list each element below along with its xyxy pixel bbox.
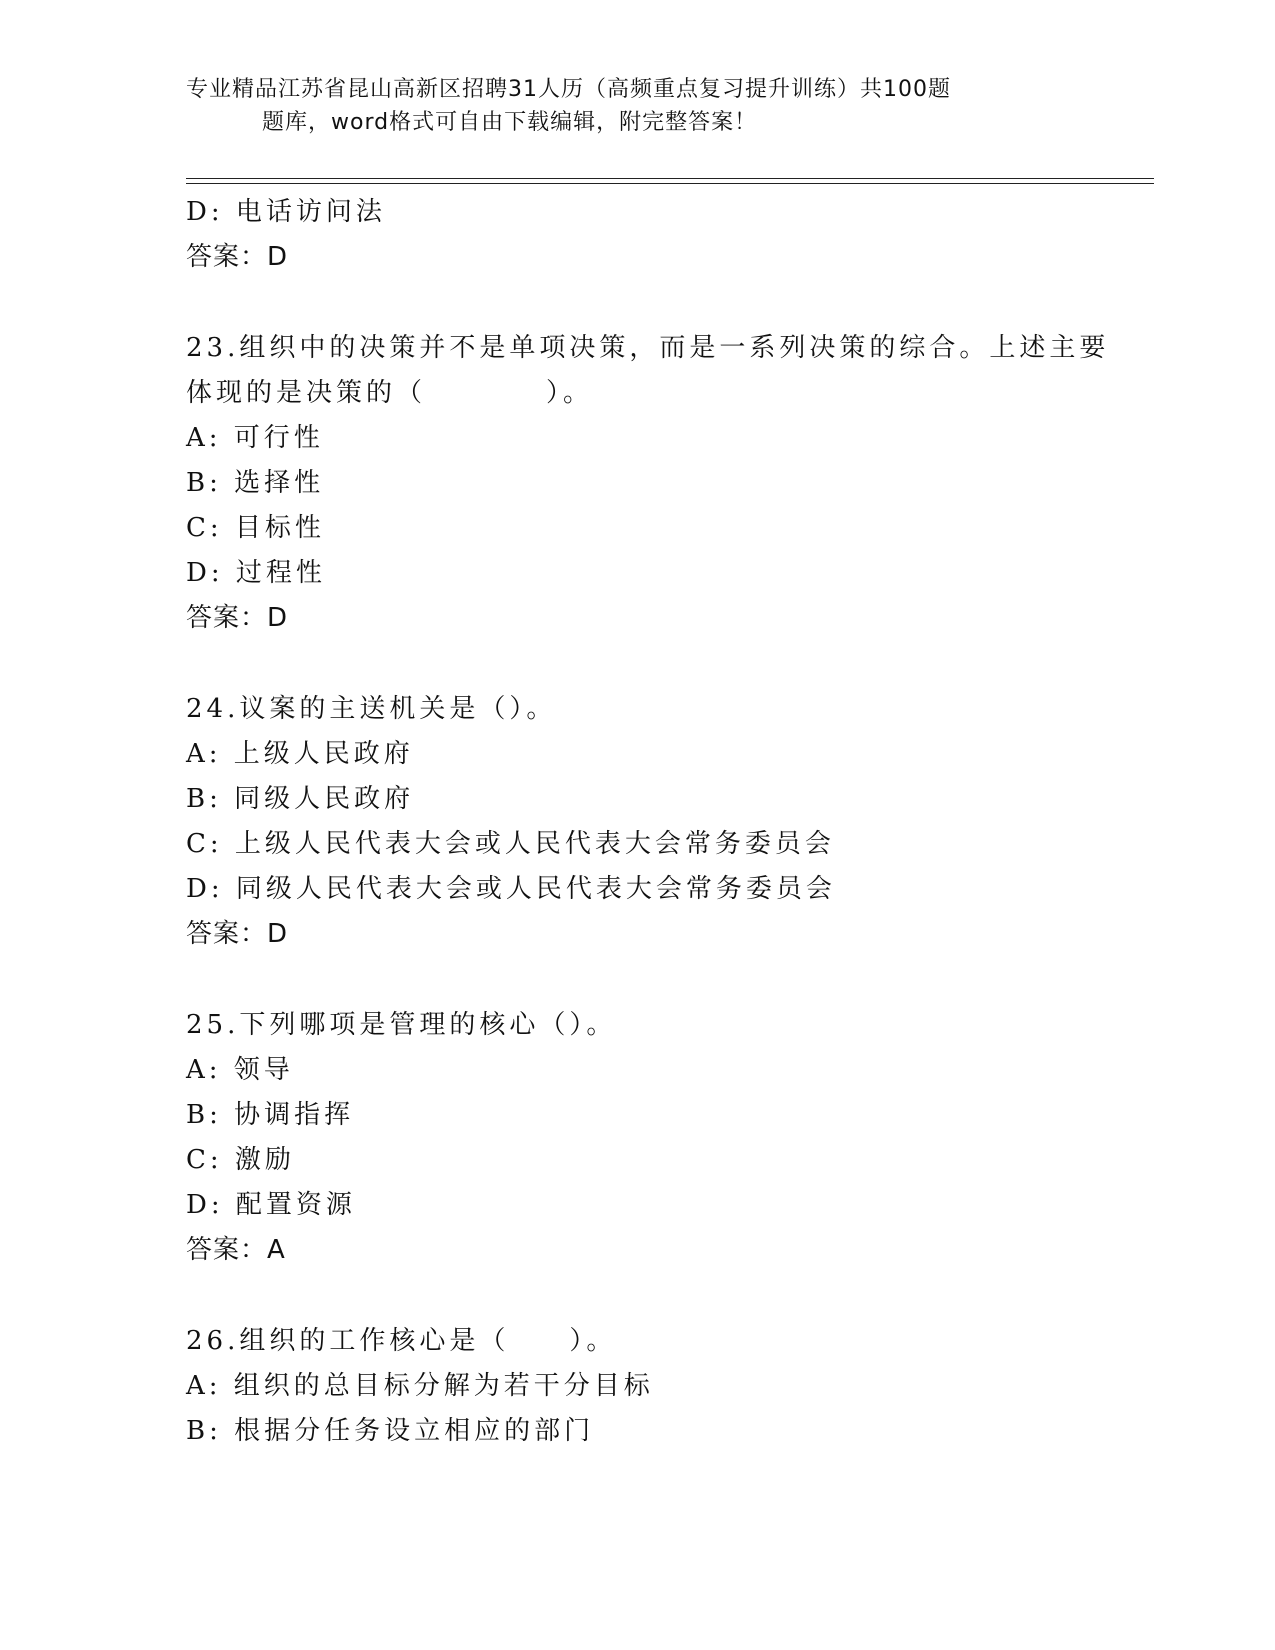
- question-stem: 24.议案的主送机关是（）。: [186, 694, 557, 724]
- option-a: A: 上级人民政府: [186, 739, 414, 769]
- option-b: B: 同级人民政府: [186, 784, 415, 814]
- option-a: A: 可行性: [186, 423, 324, 453]
- question-stem: 23.组织中的决策并不是单项决策，而是一系列决策的综合。上述主要: [186, 333, 1110, 363]
- option-d: D: 过程性: [186, 558, 326, 588]
- question-stem: 26.组织的工作核心是（ ）。: [186, 1326, 617, 1356]
- answer: 答案：A: [186, 1235, 286, 1265]
- question-23: [186, 326, 1146, 641]
- header-rule-top: [186, 178, 1154, 179]
- question-list: [186, 190, 1146, 1454]
- question-stem-cont: 体现的是决策的（ ）。: [186, 378, 594, 408]
- header-title-line1: 专业精品江苏省昆山高新区招聘31人历（高频重点复习提升训练）共100题: [186, 77, 951, 102]
- option-c: C: 目标性: [186, 513, 325, 543]
- question-22-tail: [186, 190, 1146, 280]
- question-24: [186, 687, 1146, 957]
- option-b: B: 选择性: [186, 468, 325, 498]
- header-rule-bottom: [186, 183, 1154, 184]
- option-a: A: 领导: [186, 1055, 294, 1085]
- option-d: D: 配置资源: [186, 1190, 356, 1220]
- answer: 答案：D: [186, 603, 289, 633]
- option-b: B: 协调指挥: [186, 1100, 355, 1130]
- answer: 答案：D: [186, 919, 289, 949]
- option-d: D: 同级人民代表大会或人民代表大会常务委员会: [186, 874, 836, 904]
- option-c: C: 激励: [186, 1145, 295, 1175]
- option-a: A: 组织的总目标分解为若干分目标: [186, 1371, 654, 1401]
- header-title-line2: 题库，word格式可自由下载编辑，附完整答案！: [262, 110, 758, 135]
- answer: 答案：D: [186, 242, 289, 272]
- question-stem: 25.下列哪项是管理的核心（）。: [186, 1010, 617, 1040]
- option-d: D: 电话访问法: [186, 197, 386, 227]
- page-header: [186, 73, 1086, 139]
- question-26: [186, 1319, 1146, 1454]
- question-25: [186, 1003, 1146, 1273]
- option-b: B: 根据分任务设立相应的部门: [186, 1416, 595, 1446]
- option-c: C: 上级人民代表大会或人民代表大会常务委员会: [186, 829, 835, 859]
